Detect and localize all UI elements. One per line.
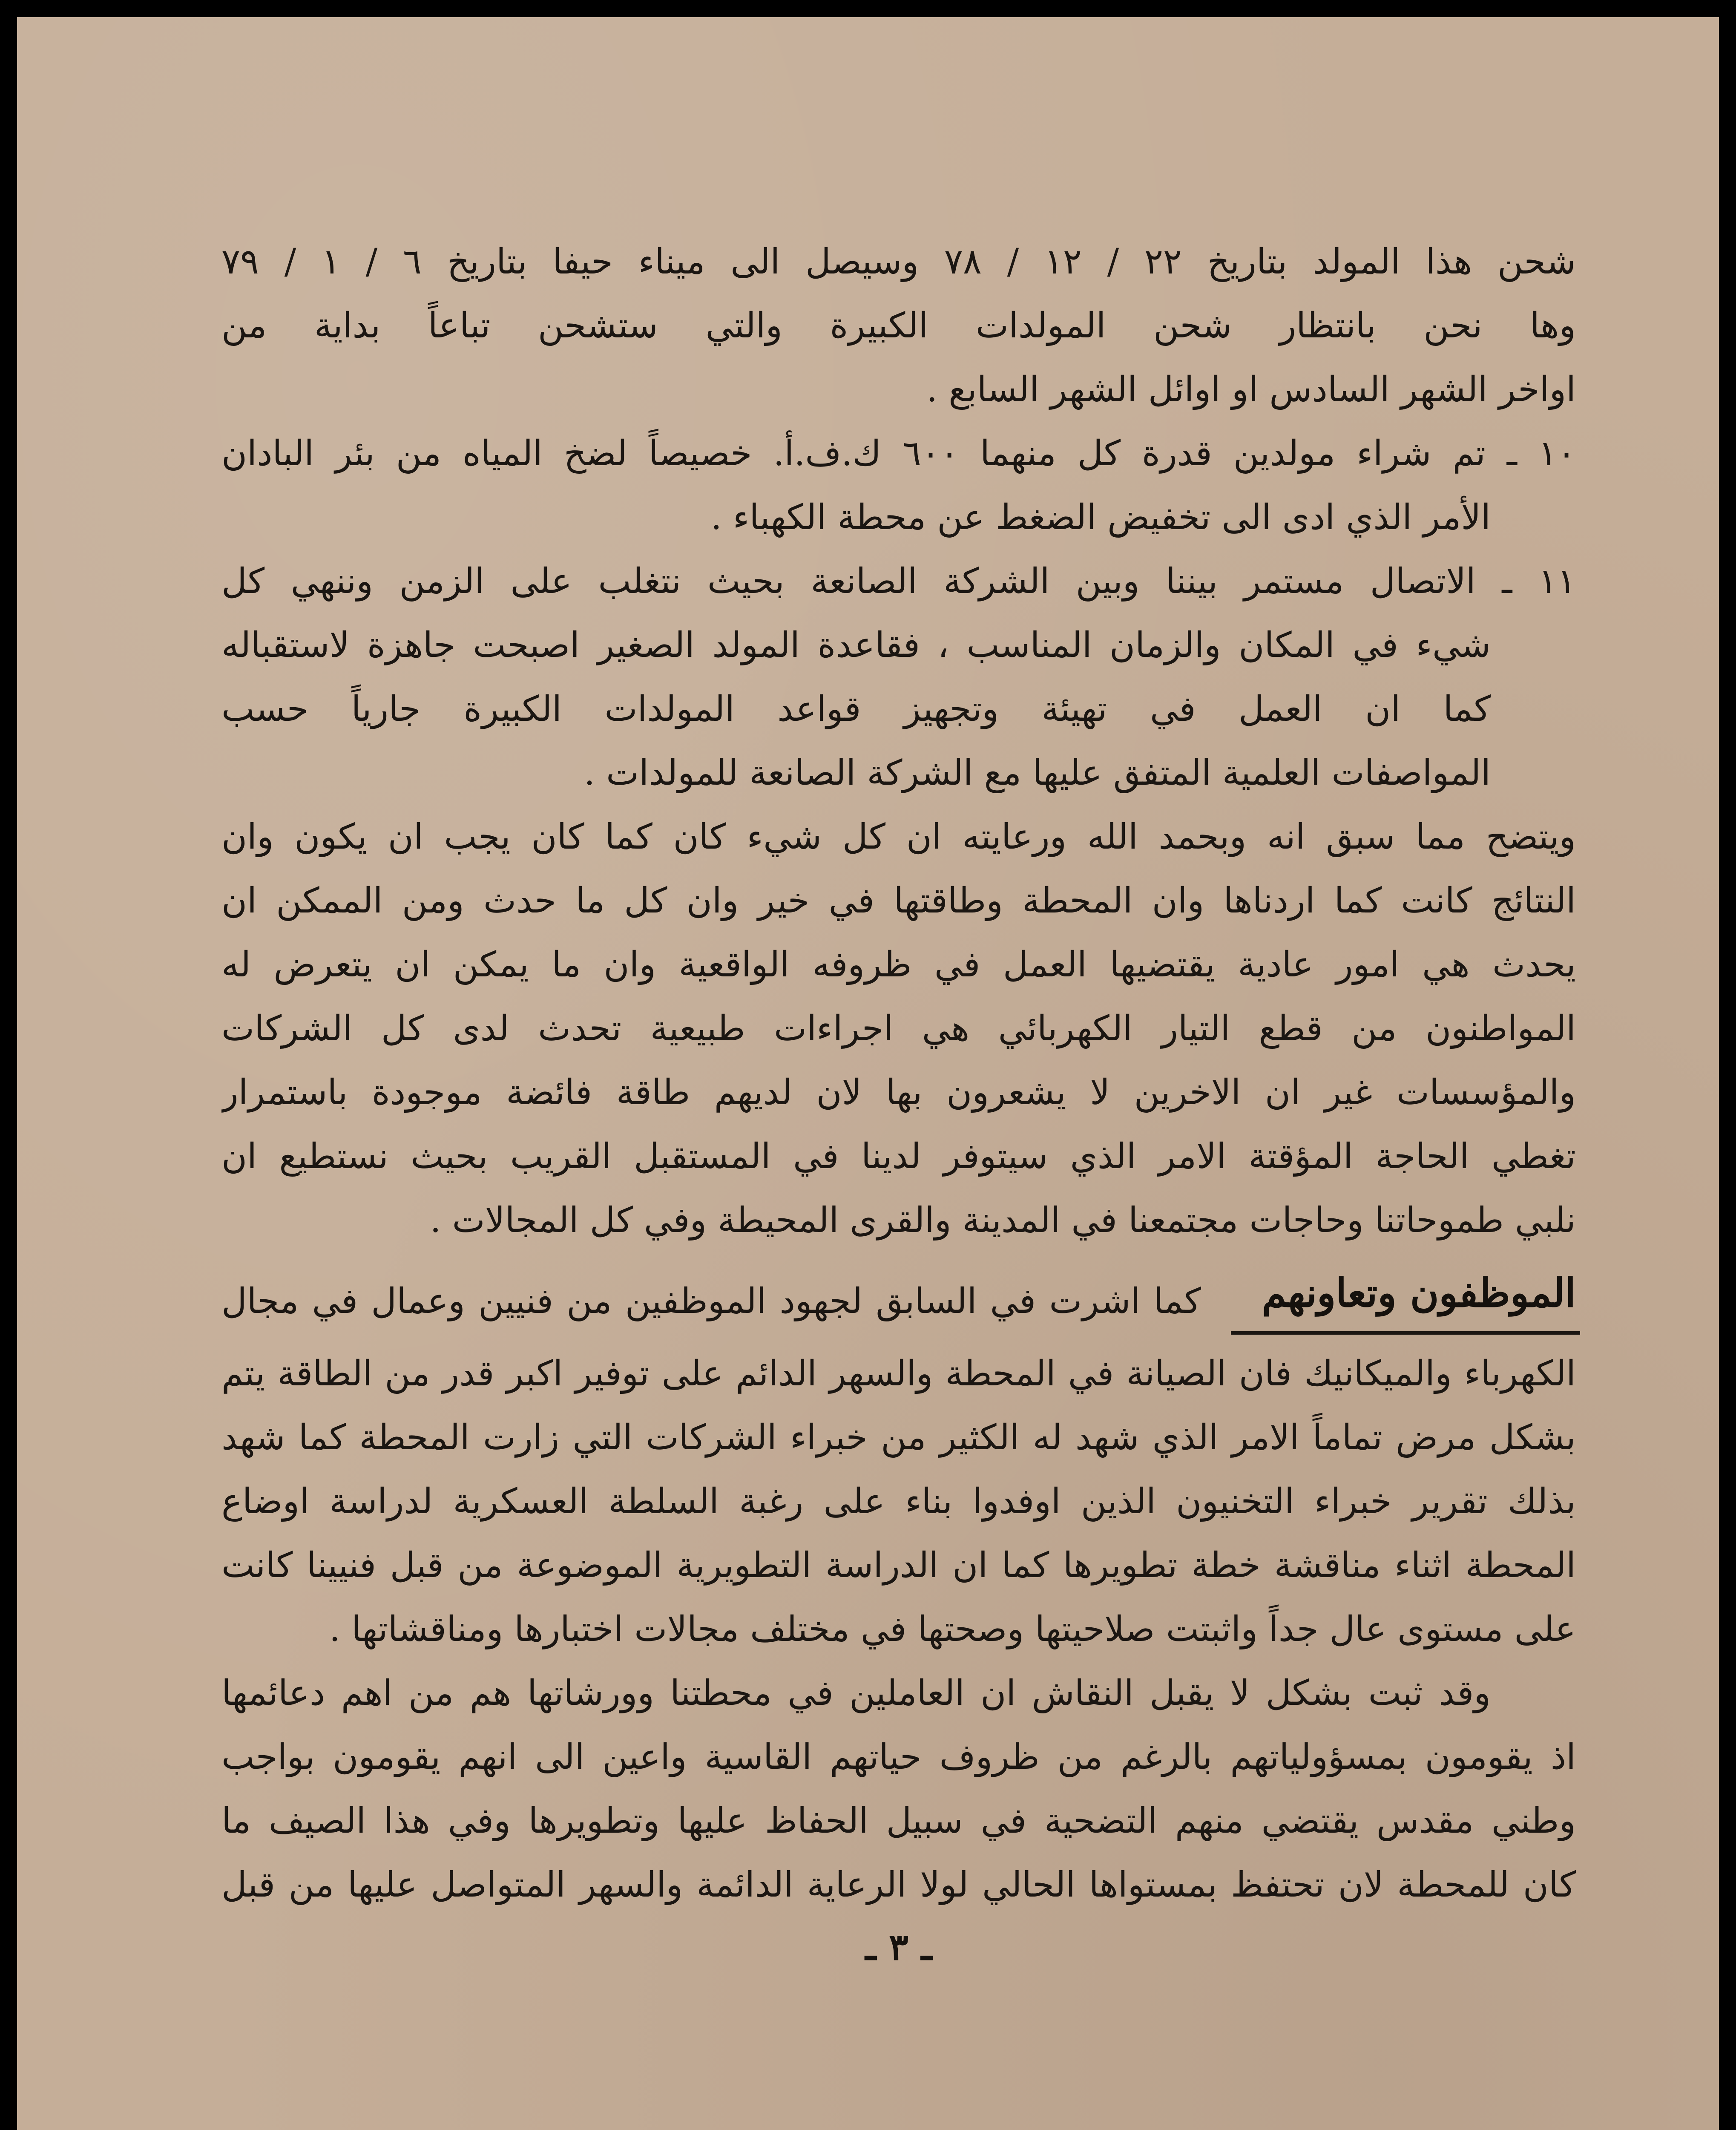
text-line: بشكل مرض تماماً الامر الذي شهد له الكثير من خبراء الشركات التي زارت المحطة كما شهد [221,1417,1576,1458]
text-line: تغطي الحاجة المؤقتة الامر الذي سيتوفر لدينا في المستقبل القريب بحيث نستطيع ان [221,1136,1576,1177]
text-line: يحدث هي امور عادية يقتضيها العمل في ظروفه الواقعية وان ما يمكن ان يتعرض له [221,944,1576,985]
text-line: الكهرباء والميكانيك فان الصيانة في المحطة والسهر الدائم على توفير اكبر قدر من الطاقة يتم [221,1353,1576,1394]
heading-underline [1231,1331,1580,1335]
text-line: المواطنون من قطع التيار الكهربائي هي اجراءات طبيعية تحدث لدى كل الشركات [221,1008,1576,1049]
text-line: على مستوى عال جداً واثبتت صلاحيتها وصحتها في مختلف مجالات اختبارها ومناقشاتها . [329,1609,1576,1649]
text-line-content: الأمر الذي ادى الى تخفيض الضغط عن محطة الكهباء . [710,497,1491,538]
text-line: اذ يقومون بمسؤولياتهم بالرغم من ظروف حياتهم القاسية واعين الى انهم يقومون بواجب [221,1737,1576,1777]
text-line: النتائج كانت كما اردناها وان المحطة وطاقتها في خير وان كل ما حدث ومن الممكن ان [221,881,1576,921]
text-line: وقد ثبت بشكل لا يقبل النقاش ان العاملين في محطتنا وورشاتها هم من اهم دعائمها [221,1673,1491,1713]
text-line: شيء في المكان والزمان المناسب ، فقاعدة المولد الصغير اصبحت جاهزة لاستقباله [221,625,1491,665]
text-line: وطني مقدس يقتضي منهم التضحية في سبيل الحفاظ عليها وتطويرها وفي هذا الصيف ما [221,1801,1576,1841]
text-line: المواصفات العلمية المتفق عليها مع الشركة الصانعة للمولدات . [584,753,1491,793]
text-line: وها نحن بانتظار شحن المولدات الكبيرة والتي ستشحن تباعاً بداية من [221,305,1576,346]
list-item-10: ١٠ ـ تم شراء مولدين قدرة كل منهما ٦٠٠ ك.ف.أ. خصيصاً لضخ المياه من بئر البادان [221,433,1576,474]
text-line: شحن هذا المولد بتاريخ ٢٢ / ١٢ / ٧٨ وسيصل الى ميناء حيفا بتاريخ ٦ / ١ / ٧٩ [221,242,1576,282]
text-line: كان للمحطة لان تحتفظ بمستواها الحالي لولا الرعاية الدائمة والسهر المتواصل عليها من قبل [221,1865,1576,1905]
text-line: ويتضح مما سبق انه وبحمد الله ورعايته ان كل شيء كان كما كان يجب ان يكون وان [221,817,1576,857]
text-line [221,486,1576,550]
text-line: والمؤسسات غير ان الاخرين لا يشعرون بها لان لديهم طاقة فائضة موجودة باستمرار [221,1072,1576,1113]
text-line: بذلك تقرير خبراء التخنيون الذين اوفدوا بناء على رغبة السلطة العسكرية لدراسة اوضاع [221,1481,1576,1522]
section-heading: الموظفون وتعاونهم [1262,1270,1576,1316]
list-item-11: ١١ ـ الاتصال مستمر بيننا وبين الشركة الصانعة بحيث نتغلب على الزمن وننهي كل [221,561,1576,602]
paper-sheet [17,17,1719,2130]
page-number: ـ ٣ ـ [865,1926,932,1969]
text-line: اواخر الشهر السادس او اوائل الشهر السابع . [926,369,1576,410]
text-line: كما اشرت في السابق لجهود الموظفين من فنيين وعمال في مجال [221,1281,1201,1321]
text-line: المحطة اثناء مناقشة خطة تطويرها كما ان الدراسة التطويرية الموضوعة من قبل فنيينا كانت [221,1545,1576,1586]
text-line: كما ان العمل في تهيئة وتجهيز قواعد المولدات الكبيرة جارياً حسب [221,689,1491,729]
text-line: نلبي طموحاتنا وحاجات مجتمعنا في المدينة والقرى المحيطة وفي كل المجالات . [430,1200,1576,1241]
